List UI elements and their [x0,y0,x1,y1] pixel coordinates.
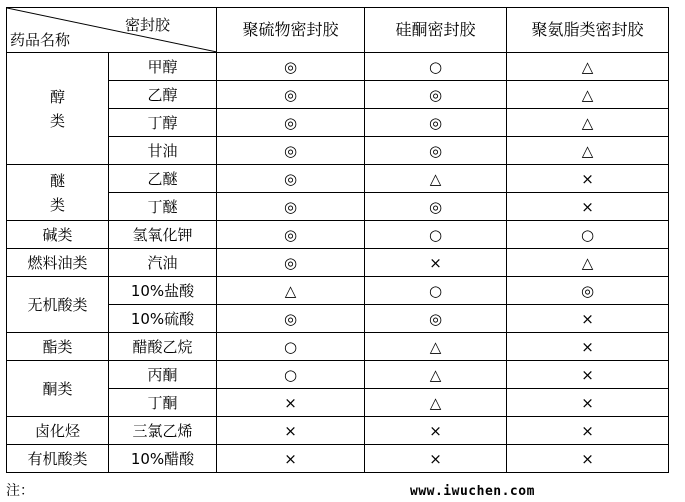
category-label: 类 [49,195,65,214]
category-label: 碱类 [42,225,73,244]
table-row [7,53,669,81]
rating-cell: × [507,333,669,361]
rating-cell: × [217,445,365,473]
rating-cell: ◎ [365,305,507,333]
category-label: 无机酸类 [27,295,88,314]
category-cell [7,277,109,333]
rating-cell: △ [365,333,507,361]
chemical-name-cell: 甲醇 [109,53,217,81]
rating-cell: ◎ [365,81,507,109]
rating-cell: ◎ [217,221,365,249]
header-row [7,8,669,53]
rating-cell: △ [507,109,669,137]
chemical-name-cell: 丁醚 [109,193,217,221]
rating-cell: × [217,389,365,417]
rating-cell: ○ [365,53,507,81]
chemical-name-cell: 醋酸乙烷 [109,333,217,361]
rating-cell: ◎ [365,193,507,221]
column-header: 硅酮密封胶 [365,8,507,53]
chemical-name-cell: 10%盐酸 [109,277,217,305]
chemical-name-cell: 10%硫酸 [109,305,217,333]
category-label: 卤化烃 [34,421,80,440]
corner-bottom-label: 药品名称 [10,31,71,49]
corner-header-cell [7,8,217,53]
rating-cell: × [507,445,669,473]
rating-cell: × [217,417,365,445]
table-row [7,165,669,193]
category-cell [7,165,109,221]
rating-cell: × [507,305,669,333]
chemical-name-cell: 丙酮 [109,361,217,389]
rating-cell: △ [507,53,669,81]
table-row [7,277,669,305]
category-cell [7,445,109,473]
rating-cell: ◎ [217,165,365,193]
chemical-name-cell: 乙醚 [109,165,217,193]
rating-cell: ◎ [217,193,365,221]
website-url: www.iwuchen.com [410,484,535,499]
rating-cell: × [365,417,507,445]
rating-cell: ○ [217,333,365,361]
rating-cell: ◎ [217,109,365,137]
rating-cell: ○ [217,361,365,389]
rating-cell: ◎ [217,137,365,165]
rating-cell: ◎ [217,305,365,333]
chemical-name-cell: 10%醋酸 [109,445,217,473]
table-row [7,361,669,389]
category-label: 醇 [49,87,65,106]
rating-cell: ○ [365,277,507,305]
chemical-name-cell: 氢氧化钾 [109,221,217,249]
chemical-name-cell: 甘油 [109,137,217,165]
rating-cell: △ [365,361,507,389]
category-cell [7,53,109,165]
rating-cell: × [365,445,507,473]
column-header: 聚氨脂类密封胶 [507,8,669,53]
rating-cell: △ [365,165,507,193]
rating-cell: ◎ [507,277,669,305]
category-cell [7,361,109,417]
category-label: 醚 [49,171,65,190]
rating-cell: △ [365,389,507,417]
rating-cell: △ [507,249,669,277]
category-cell [7,249,109,277]
rating-cell: × [507,361,669,389]
footnote-label: 注： [6,483,34,499]
category-label: 类 [49,111,65,130]
rating-cell: △ [507,137,669,165]
rating-cell: ◎ [217,81,365,109]
rating-cell: ◎ [217,53,365,81]
table-row [7,333,669,361]
rating-cell: △ [507,81,669,109]
rating-cell: × [365,249,507,277]
chemical-name-cell: 丁酮 [109,389,217,417]
corner-top-label: 密封胶 [124,16,170,34]
category-cell [7,333,109,361]
rating-cell: × [507,165,669,193]
column-header: 聚硫物密封胶 [217,8,365,53]
compatibility-table [6,7,669,473]
rating-cell: ◎ [365,137,507,165]
table-row [7,445,669,473]
category-cell [7,221,109,249]
table-row [7,221,669,249]
rating-cell: ◎ [217,249,365,277]
category-cell [7,417,109,445]
chemical-name-cell: 汽油 [109,249,217,277]
rating-cell: × [507,389,669,417]
category-label: 酯类 [42,337,73,356]
rating-cell: ○ [365,221,507,249]
table-row [7,249,669,277]
rating-cell: × [507,417,669,445]
category-label: 燃料油类 [27,253,88,272]
rating-cell: ◎ [365,109,507,137]
rating-cell: △ [217,277,365,305]
chemical-name-cell: 乙醇 [109,81,217,109]
chemical-name-cell: 三氯乙烯 [109,417,217,445]
category-label: 酮类 [42,379,73,398]
rating-cell: × [507,193,669,221]
table-row [7,417,669,445]
chemical-name-cell: 丁醇 [109,109,217,137]
category-label: 有机酸类 [27,449,88,468]
rating-cell: ○ [507,221,669,249]
